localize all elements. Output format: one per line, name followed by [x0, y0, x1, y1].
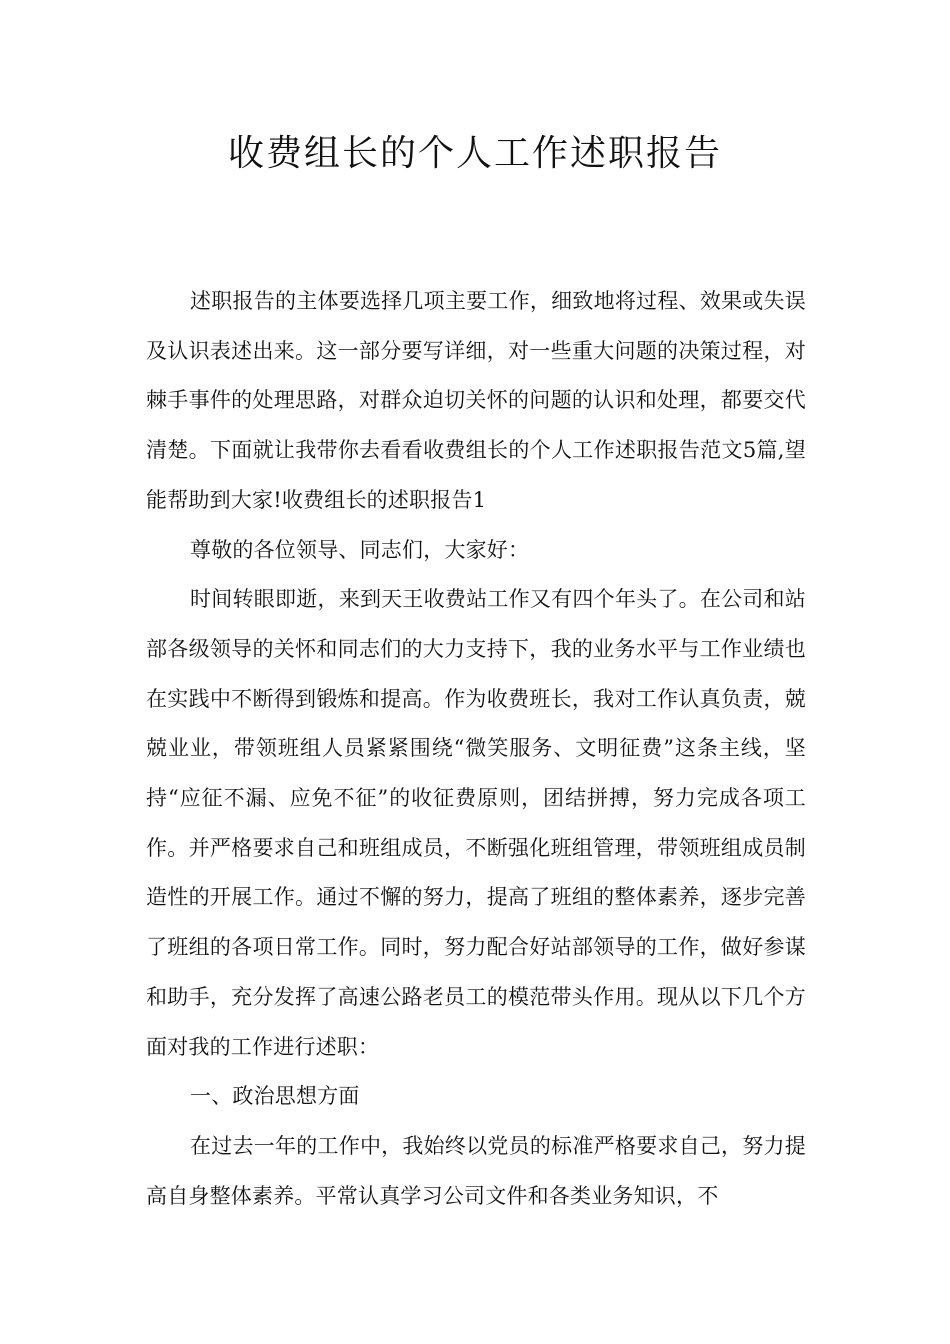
section-heading: 一、政治思想方面 [190, 1084, 360, 1109]
salutation-paragraph: 尊敬的各位领导、同志们，大家好： [190, 537, 530, 562]
section-paragraph: 在过去一年的工作中，我始终以党员的标准严格要求自己，努力提高自身整体素养。平常认真学习公司文件和各类业务知识，不 [146, 1133, 806, 1208]
overview-paragraph: 时间转眼即逝，来到天王收费站工作又有四个年头了。在公司和站部各级领导的关怀和同志们的大力支持下，我的业务水平与工作业绩也在实践中不断得到锻炼和提高。作为收费班长，我对工作认真负责，兢兢业业，带领班组人员紧紧围绕“微笑服务、文明征费”这条主线，坚持“应征不漏、应免不征”的收征费原则，团结拼搏，努力完成各项工作。并严格要求自己和班组成员，不断强化班组管理，带领班组成员制造性的开展工作。通过不懈的努力，提高了班组的整体素养，逐步完善了班组的各项日常工作。同时，努力配合好站部领导的工作，做好参谋和助手，充分发挥了高速公路老员工的模范带头作用。现从以下几个方面对我的工作进行述职： [146, 587, 806, 1059]
document-title: 收费组长的个人工作述职报告 [227, 133, 722, 174]
document-body [146, 277, 806, 1221]
intro-paragraph: 述职报告的主体要选择几项主要工作，细致地将过程、效果或失误及认识表述出来。这一部分要写详细，对一些重大问题的决策过程，对棘手事件的处理思路，对群众迫切关怀的问题的认识和处理，都要交代清楚。下面就让我带你去看看收费组长的个人工作述职报告范文5篇,望能帮助到大家!收费组长的述职报告1 [146, 289, 806, 512]
